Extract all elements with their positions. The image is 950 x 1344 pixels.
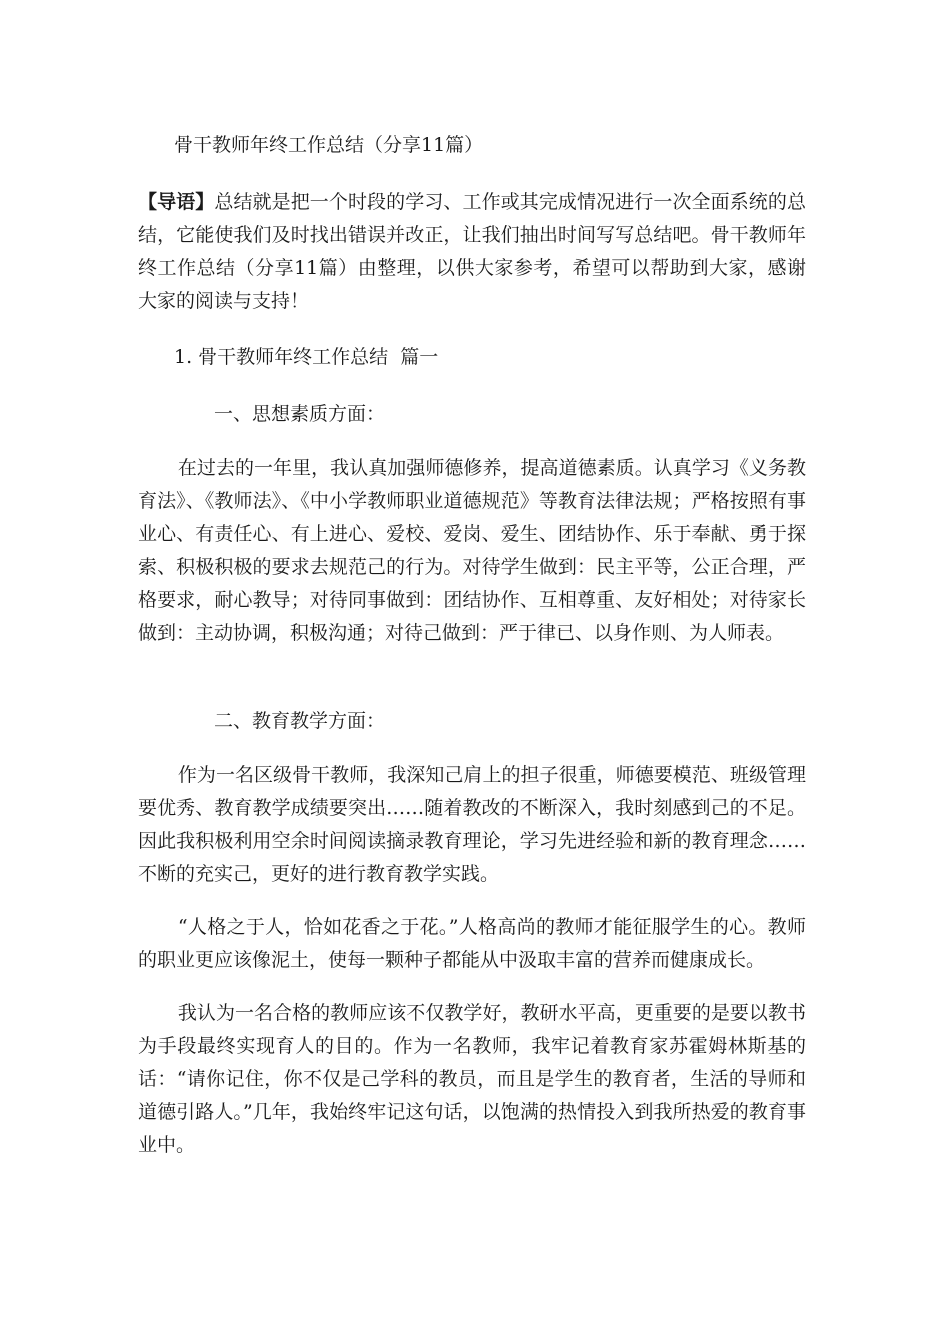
paragraph-teaching-2: “人格之于人，恰如花香之于花。”人格高尚的教师才能征服学生的心。教师的职业更应该像泥土，使每一颗种子都能从中汲取丰富的营养而健康成长。 (138, 916, 806, 971)
paragraph-teaching-1: 作为一名区级骨干教师，我深知己肩上的担子很重，师德要模范、班级管理要优秀、教育教学成绩要突出……随着教改的不断深入，我时刻感到己的不足。因此我积极利用空余时间阅读摘录教育理论，学习先进经验和新的教育理念……不断的充实己，更好的进行教育教学实践。 (138, 764, 806, 885)
intro-paragraph (138, 186, 806, 318)
intro-tag: 【导语】 (138, 191, 215, 213)
paragraph-teaching-3: 我认为一名合格的教师应该不仅教学好，教研水平高，更重要的是要以教书为手段最终实现育人的目的。作为一名教师，我牢记着教育家苏霍姆林斯基的话：“请你记住，你不仅是己学科的教员，而且是学生的教育者，生活的导师和道德引路人。”几年，我始终牢记这句话，以饱满的热情投入到我所热爱的教育事业中。 (138, 1002, 806, 1156)
section-heading: 1. 骨干教师年终工作总结 篇一 (174, 346, 439, 368)
intro-text: 总结就是把一个时段的学习、工作或其完成情况进行一次全面系统的总结，它能使我们及时找出错误并改正，让我们抽出时间写写总结吧。骨干教师年终工作总结（分享11篇）由整理，以供大家参考，希望可以帮助到大家，感谢大家的阅读与支持！ (138, 191, 806, 312)
subheading-ideology: 一、思想素质方面： (214, 403, 386, 425)
paragraph-ideology: 在过去的一年里，我认真加强师德修养，提高道德素质。认真学习《义务教育法》、《教师法》、《中小学教师职业道德规范》等教育法律法规；严格按照有事业心、有责任心、有上进心、爱校、爱岗、爱生、团结协作、乐于奉献、勇于探索、积极积极的要求去规范己的行为。对待学生做到：民主平等，公正合理，严格要求，耐心教导；对待同事做到：团结协作、互相尊重、友好相处；对待家长做到：主动协调，积极沟通；对待己做到：严于律已、以身作则、为人师表。 (138, 457, 806, 644)
document-title: 骨干教师年终工作总结（分享11篇） (174, 134, 484, 156)
subheading-teaching: 二、教育教学方面： (214, 710, 386, 732)
